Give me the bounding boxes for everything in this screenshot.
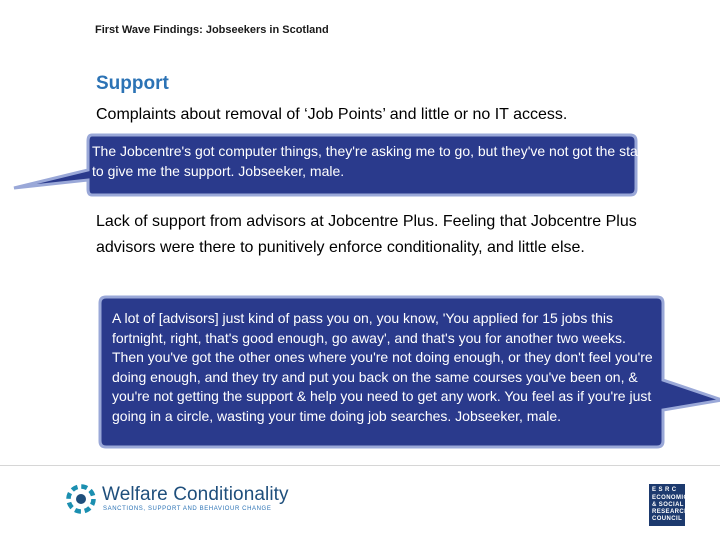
esrc-logo-line: & SOCIAL	[652, 502, 684, 508]
logo-name: Welfare Conditionality	[102, 484, 289, 505]
welfare-conditionality-logo-icon	[66, 484, 96, 514]
quote-text-2: A lot of [advisors] just kind of pass you on, you know, 'You applied for 15 jobs this fortnight, right, that's good enough, go away', and that's you for another two weeks. Then you've got the other ones where you're not doing enough, or they don't feel you're doing enough, and they try and put you back on the same courses you've been on, & you're not getting the support & help you need to get any work. You feel as if you're just going in a circle, wasting your time doing job searches. Jobseeker, male.	[112, 310, 653, 424]
esrc-logo-line: ECONOMIC	[652, 495, 689, 501]
logo-tagline: SANCTIONS, SUPPORT AND BEHAVIOUR CHANGE	[103, 506, 272, 512]
page-header-title: First Wave Findings: Jobseekers in Scotland	[95, 24, 329, 36]
footer-divider	[0, 465, 720, 466]
quote-text-1: The Jobcentre's got computer things, they're asking me to go, but they've not got the staff to give me the support. Jobseeker, male.	[92, 143, 646, 179]
finding-point-1: Complaints about removal of ‘Job Points’ and little or no IT access.	[96, 106, 568, 123]
finding-point-2: Lack of support from advisors at Jobcentre Plus. Feeling that Jobcentre Plus advisors were there to punitively enforce conditionality, and little else.	[96, 213, 637, 256]
esrc-logo-line: E S R C	[652, 487, 677, 493]
esrc-logo-line: COUNCIL	[652, 516, 683, 522]
esrc-logo	[649, 484, 689, 526]
section-heading: Support	[96, 73, 169, 94]
esrc-logo-line: RESEARCH	[652, 509, 689, 515]
